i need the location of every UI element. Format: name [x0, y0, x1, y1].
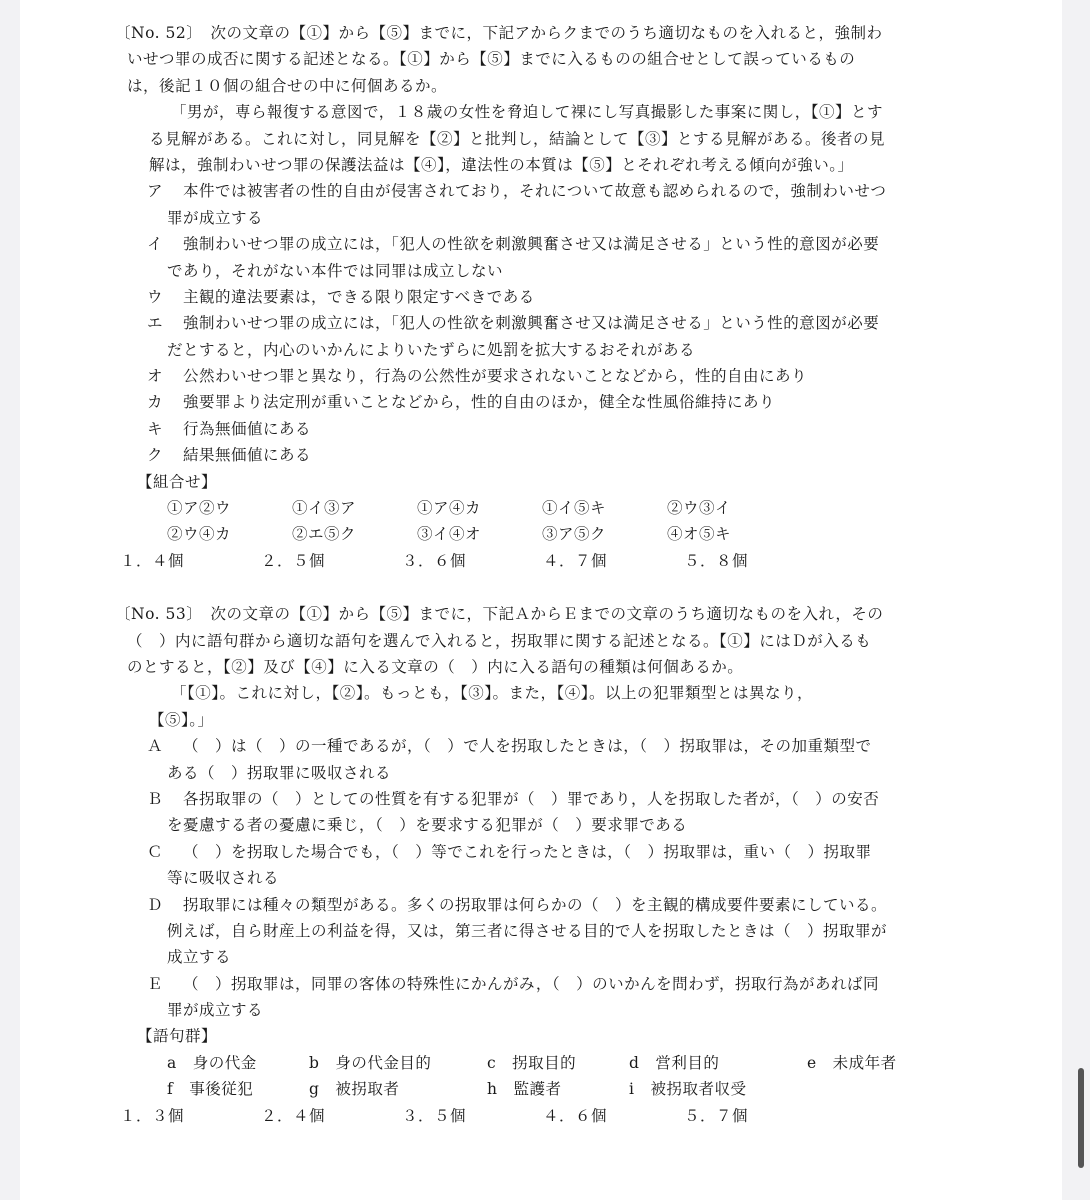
option-label: ク — [147, 446, 164, 465]
q53-option-d-cont: 例えば，自ら財産上の利益を得，又は，第三者に得させる目的で人を拐取したときは（ ）拐取罪が — [167, 921, 888, 940]
option-text: 拐取罪には種々の類型がある。多くの拐取罪は何らかの（ ）を主観的構成要件要素にしている。 — [183, 895, 888, 914]
q53-stem-line: のとすると，【②】及び【④】に入る文章の（ ）内に入る語句の種類は何個あるか。 — [127, 657, 744, 676]
option-label: オ — [147, 367, 164, 386]
option-label: Ａ — [147, 737, 164, 756]
option-label: Ｄ — [147, 895, 164, 914]
document-content — [115, 20, 995, 1129]
combo-item: ①イ⑤キ — [542, 499, 607, 518]
option-text: 強制わいせつ罪の成立には，「犯人の性欲を刺激興奮させ又は満足させる」という性的意図が必要 — [183, 235, 880, 254]
q52-option-e — [115, 310, 995, 336]
option-text: 各拐取罪の（ ）としての性質を有する犯罪が（ ）罪であり，人を拐取した者が，（ ）の安否 — [183, 789, 880, 808]
answer-choice: ５．８個 — [684, 551, 749, 570]
combo-item: ①イ③ア — [292, 499, 357, 518]
option-text: 公然わいせつ罪と異なり，行為の公然性が要求されないことなどから，性的自由にあり — [183, 367, 808, 386]
q53-option-c — [115, 839, 995, 865]
word-item: f 事後従犯 — [167, 1080, 254, 1099]
combo-item: ②ウ③イ — [667, 499, 732, 518]
q52-stem-line: は，後記１０個の組合せの中に何個あるか。 — [127, 76, 448, 95]
q53-option-e — [115, 971, 995, 997]
q53-option-b-cont: を憂慮する者の憂慮に乗じ，（ ）を要求する犯罪が（ ）要求罪である — [167, 816, 688, 835]
combo-item: ①ア④カ — [417, 499, 482, 518]
vertical-scrollbar[interactable] — [1078, 1068, 1084, 1168]
q53-option-c-cont: 等に吸収される — [167, 869, 280, 888]
combo-item: ②ウ④カ — [167, 525, 232, 544]
option-label: イ — [147, 235, 164, 254]
q52-passage-line: る見解がある。これに対し，同見解を【②】と批判し，結論として【③】とする見解がある。後者の見 — [149, 129, 886, 148]
q53-stem-line: 〔No. 53〕 次の文章の【①】から【⑤】までに，下記ＡからＥまでの文章のうち適切なものを入れ，その — [115, 605, 884, 624]
question-52 — [115, 20, 995, 574]
answer-choice: ３．５個 — [402, 1106, 467, 1125]
option-text: 強要罪より法定刑が重いことなどから，性的自由のほか，健全な性風俗維持にあり — [183, 393, 776, 412]
answer-choice: ４．６個 — [543, 1106, 608, 1125]
q53-passage-line: 「【①】。これに対し，【②】。もっとも，【③】。また，【④】。以上の犯罪類型とは異なり， — [171, 684, 814, 703]
q52-option-o — [115, 363, 995, 389]
q53-option-e-cont: 罪が成立する — [167, 1001, 264, 1020]
q53-option-b — [115, 786, 995, 812]
q53-passage-line: 【⑤】。」 — [149, 710, 214, 729]
word-item: b 身の代金目的 — [309, 1053, 432, 1072]
q52-combo-header: 【組合せ】 — [137, 472, 218, 491]
word-item: c 拐取目的 — [487, 1053, 577, 1072]
answer-choice: ２．５個 — [261, 551, 326, 570]
q52-option-i — [115, 231, 995, 257]
combo-item: ①ア②ウ — [167, 499, 232, 518]
q52-option-ka — [115, 389, 995, 415]
q52-option-a-cont: 罪が成立する — [167, 208, 264, 227]
q53-option-a — [115, 733, 995, 759]
word-item: a 身の代金 — [167, 1053, 257, 1072]
option-label: キ — [147, 419, 164, 438]
answer-choice: ４．７個 — [543, 551, 608, 570]
option-text: （ ）拐取罪は，同罪の客体の特殊性にかんがみ，（ ）のいかんを問わず，拐取行為があれば同 — [183, 974, 879, 993]
word-item: e 未成年者 — [807, 1053, 897, 1072]
combo-item: ②エ⑤ク — [292, 525, 357, 544]
q52-option-ku — [115, 442, 995, 468]
option-label: カ — [147, 393, 164, 412]
option-label: エ — [147, 314, 164, 333]
option-text: 本件では被害者の性的自由が侵害されており，それについて故意も認められるので，強制わいせつ — [183, 182, 887, 201]
word-item: d 営利目的 — [629, 1053, 720, 1072]
option-label: ウ — [147, 287, 164, 306]
q52-answer-choices — [115, 548, 995, 574]
q52-option-e-cont: だとすると，内心のいかんによりいたずらに処罰を拡大するおそれがある — [167, 340, 696, 359]
q52-combo-row — [115, 521, 995, 547]
option-text: 主観的違法要素は，できる限り限定すべきである — [183, 287, 535, 306]
option-label: Ｅ — [147, 974, 164, 993]
option-label: Ｃ — [147, 842, 164, 861]
option-text: 強制わいせつ罪の成立には，「犯人の性欲を刺激興奮させ又は満足させる」という性的意図が必要 — [183, 314, 880, 333]
answer-choice: ２．４個 — [261, 1106, 326, 1125]
q52-option-a — [115, 178, 995, 204]
question-53 — [115, 601, 995, 1129]
document-page — [20, 0, 1062, 1200]
q52-option-u — [115, 284, 995, 310]
option-text: 結果無価値にある — [183, 446, 312, 465]
option-text: （ ）を拐取した場合でも，（ ）等でこれを行ったときは，（ ）拐取罪は，重い（ ）拐取罪 — [183, 842, 872, 861]
option-text: 行為無価値にある — [183, 419, 312, 438]
q53-stem-line: （ ）内に語句群から適切な語句を選んで入れると，拐取罪に関する記述となる。【①】にはＤが入るも — [127, 631, 872, 650]
combo-item: ④オ⑤キ — [667, 525, 732, 544]
option-text: （ ）は（ ）の一種であるが，（ ）で人を拐取したときは，（ ）拐取罪は，その加重類型で — [183, 737, 872, 756]
q53-words-header: 【語句群】 — [137, 1027, 218, 1046]
question-spacer — [115, 574, 995, 601]
q53-word-row — [115, 1050, 995, 1076]
option-label: Ｂ — [147, 789, 164, 808]
option-label: ア — [147, 182, 164, 201]
answer-choice: ３．６個 — [402, 551, 467, 570]
answer-choice: １．３個 — [120, 1106, 185, 1125]
answer-choice: １．４個 — [120, 551, 185, 570]
q52-passage-line: 「男が，専ら報復する意図で，１８歳の女性を脅迫して裸にし写真撮影した事案に関し，【①】とす — [171, 103, 883, 122]
word-item: h 監護者 — [487, 1080, 562, 1099]
q52-passage-line: 解は，強制わいせつ罪の保護法益は【④】，違法性の本質は【⑤】とそれぞれ考える傾向が強い。」 — [149, 155, 854, 174]
q52-option-ki — [115, 416, 995, 442]
combo-item: ③イ④オ — [417, 525, 482, 544]
q52-combo-row — [115, 495, 995, 521]
q53-option-d-cont: 成立する — [167, 948, 232, 967]
q53-option-a-cont: ある（ ）拐取罪に吸収される — [167, 763, 392, 782]
q52-stem-line: いせつ罪の成否に関する記述となる。【①】から【⑤】までに入るものの組合せとして誤っているもの — [127, 50, 856, 69]
answer-choice: ５．７個 — [684, 1106, 749, 1125]
word-item: g 被拐取者 — [309, 1080, 400, 1099]
word-item: i 被拐取者収受 — [629, 1080, 747, 1099]
q53-answer-choices — [115, 1103, 995, 1129]
q53-option-d — [115, 892, 995, 918]
q52-option-i-cont: であり，それがない本件では同罪は成立しない — [167, 261, 504, 280]
q53-word-row — [115, 1076, 995, 1102]
combo-item: ③ア⑤ク — [542, 525, 607, 544]
q52-stem-line: 〔No. 52〕 次の文章の【①】から【⑤】までに，下記アからクまでのうち適切なものを入れると，強制わ — [115, 24, 883, 42]
